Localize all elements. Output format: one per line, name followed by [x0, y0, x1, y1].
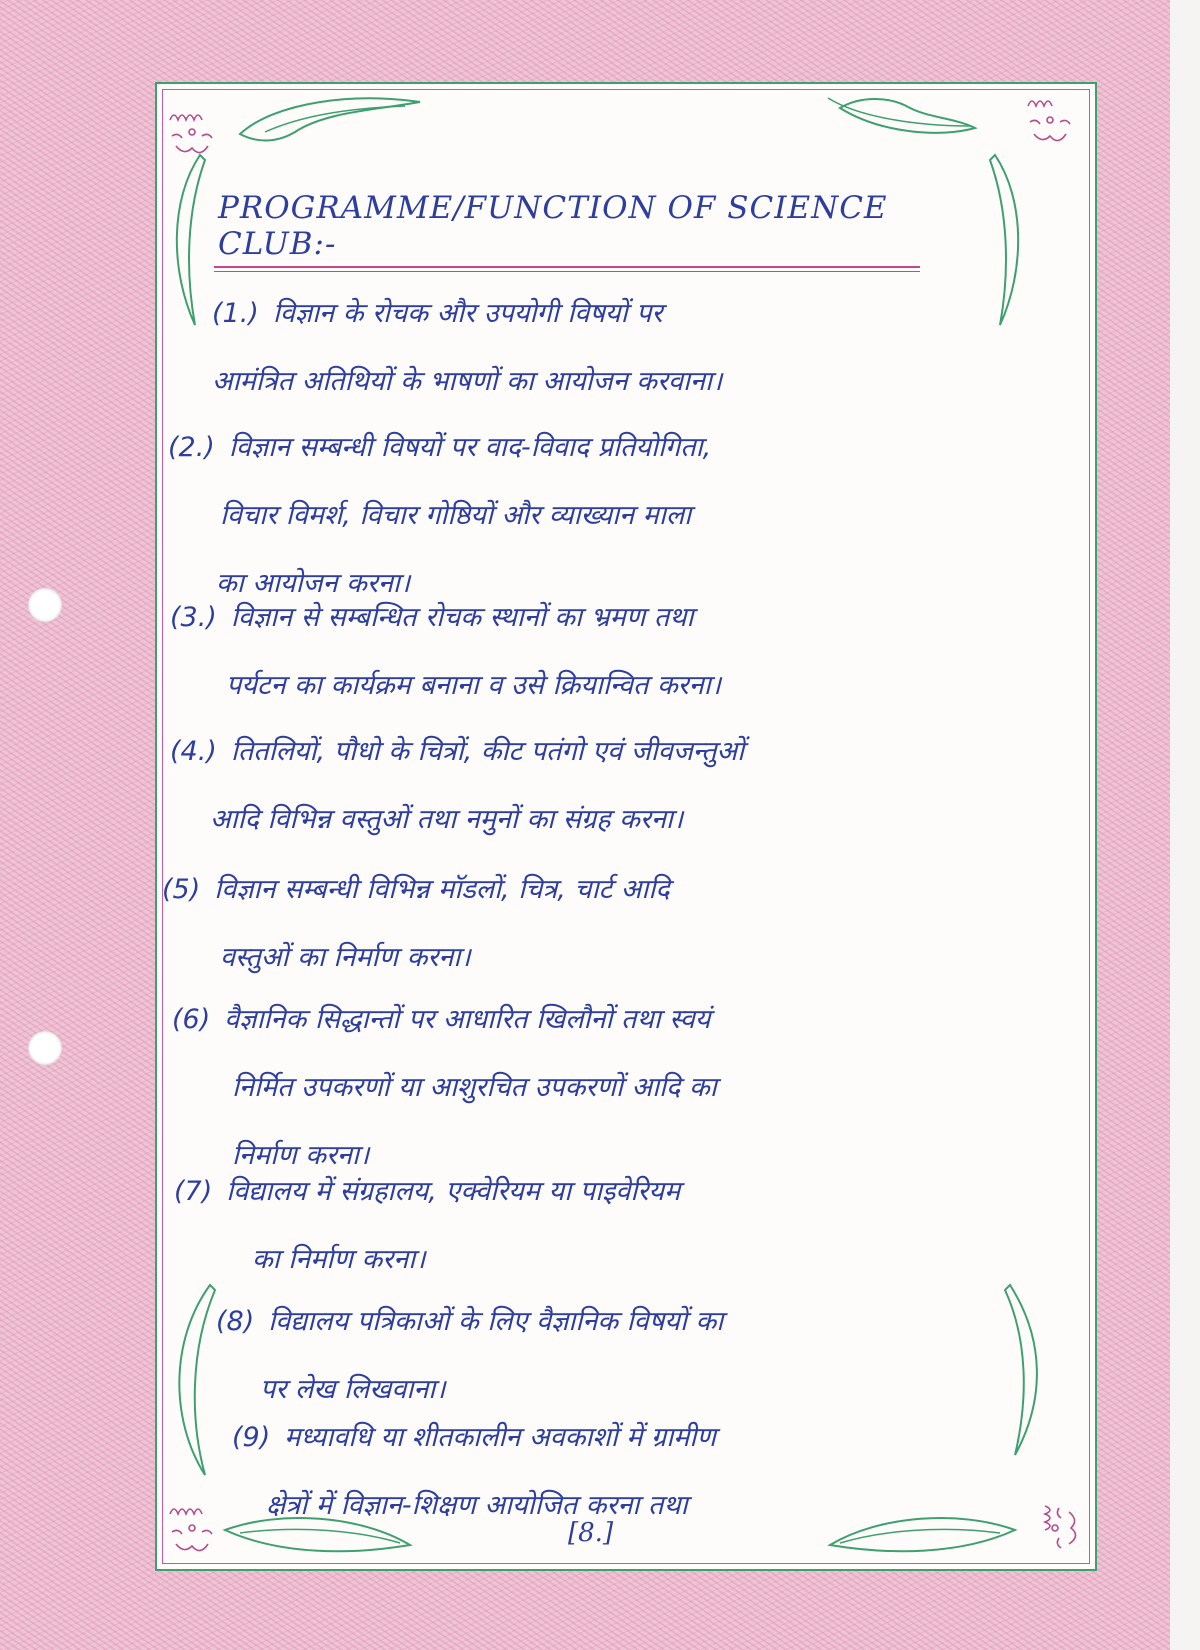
list-item: [232, 1404, 716, 1540]
flower-top-right-icon: [1020, 90, 1080, 150]
leaf-ornament-bottom-left-side-icon: [165, 1280, 220, 1480]
list-item: [174, 1158, 680, 1294]
item-line: का आयोजन करना।: [216, 568, 411, 599]
list-item: [170, 584, 721, 720]
page-title: PROGRAMME/FUNCTION OF SCIENCE CLUB:-: [218, 190, 888, 262]
item-number: (4.): [170, 736, 217, 767]
leaf-ornament-left-icon: [165, 150, 210, 330]
item-number: (2.): [168, 432, 215, 463]
item-line: मध्यावधि या शीतकालीन अवकाशों में ग्रामीण: [284, 1422, 716, 1453]
item-line: विज्ञान के रोचक और उपयोगी विषयों पर: [272, 298, 663, 329]
item-line: विद्यालय में संग्रहालय, एक्वेरियम या पाइवेरियम: [226, 1176, 681, 1207]
item-line: वैज्ञानिक सिद्धान्तों पर आधारित खिलौनों तथा स्वयं: [224, 1004, 711, 1035]
title-underline: [214, 266, 920, 272]
flower-top-left-icon: [162, 102, 222, 162]
leaf-ornament-bottom-right-icon: [820, 1505, 1020, 1565]
list-item: [170, 718, 744, 854]
scan-edge: [1170, 0, 1200, 1650]
list-item: [162, 856, 670, 992]
item-number: (5): [162, 874, 201, 905]
item-line: वस्तुओं का निर्माण करना।: [220, 942, 471, 973]
item-line: निर्माण करना।: [232, 1140, 370, 1171]
item-line: विज्ञान सम्बन्धी विभिन्न मॉडलों, चित्र, चार्ट आदि: [214, 874, 670, 905]
leaf-ornament-bottom-right-side-icon: [1000, 1280, 1050, 1460]
item-line: पर्यटन का कार्यक्रम बनाना व उसे क्रियान्वित करना।: [226, 670, 721, 701]
item-line: विचार विमर्श, विचार गोष्ठियों और व्याख्यान माला: [220, 500, 692, 531]
item-line: क्षेत्रों में विज्ञान-शिक्षण आयोजित करना तथा: [266, 1490, 688, 1521]
page-number: [8.]: [568, 1518, 614, 1548]
item-number: (9): [232, 1422, 271, 1453]
item-number: (1.): [212, 298, 259, 329]
item-line: विज्ञान सम्बन्धी विषयों पर वाद-विवाद प्रतियोगिता,: [228, 432, 712, 463]
item-line: तितलियों, पौधो के चित्रों, कीट पतंगो एवं जीवजन्तुओं: [230, 736, 745, 767]
item-number: (3.): [170, 602, 217, 633]
flower-bottom-left-icon: [162, 1500, 222, 1560]
item-line: आमंत्रित अतिथियों के भाषणों का आयोजन करवाना।: [212, 366, 723, 397]
item-line: पर लेख लिखवाना।: [260, 1374, 446, 1405]
item-line: निर्मित उपकरणों या आशुरचित उपकरणों आदि का: [232, 1072, 717, 1103]
item-number: (8): [216, 1306, 255, 1337]
leaf-ornament-top-left-icon: [235, 92, 435, 152]
item-line: आदि विभिन्न वस्तुओं तथा नमुनों का संग्रह करना।: [210, 804, 684, 835]
item-line: विज्ञान से सम्बन्धित रोचक स्थानों का भ्रमण तथा: [230, 602, 694, 633]
leaf-ornament-right-icon: [985, 150, 1030, 330]
punch-hole-top: [28, 588, 62, 622]
item-number: (7): [174, 1176, 213, 1207]
item-number: (6): [172, 1004, 211, 1035]
punch-hole-bottom: [28, 1031, 62, 1065]
leaf-ornament-top-right-icon: [820, 88, 980, 148]
item-line: विद्यालय पत्रिकाओं के लिए वैज्ञानिक विषयों का: [268, 1306, 724, 1337]
list-item: [212, 280, 722, 416]
flower-bottom-right-icon: [1025, 1498, 1080, 1558]
item-line: का निर्माण करना।: [252, 1244, 426, 1275]
